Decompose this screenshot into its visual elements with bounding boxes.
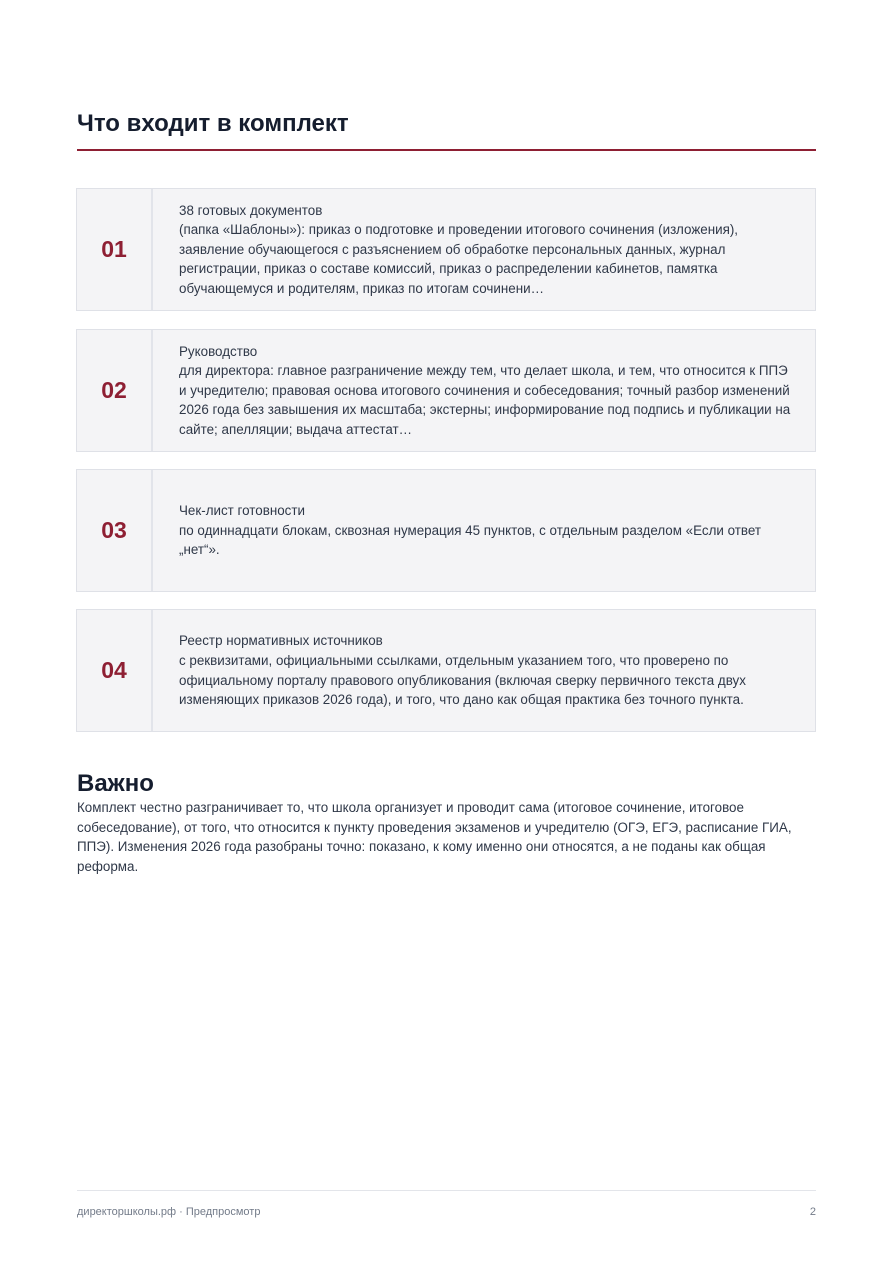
item-content [179, 330, 797, 451]
item-number: 03 [77, 470, 153, 591]
item-title: Чек-лист готовности [179, 503, 305, 519]
kit-item-card [76, 469, 816, 592]
kit-item-card [76, 329, 816, 452]
item-description: для директора: главное разграничение между тем, что делает школа, и тем, что относится к ППЭ и учредителю; правовая основа итогового сочинения и собеседования; точный разбор изменений 2026 года без завышения их масштаба; экстерны; информирование под подпись и публикации на сайте; апелляции; выдача аттестат… [179, 363, 791, 437]
item-number: 04 [77, 610, 153, 731]
item-number: 01 [77, 189, 153, 310]
kit-item-card [76, 188, 816, 311]
item-content [179, 610, 797, 731]
important-heading: Важно [77, 770, 154, 797]
item-title: 38 готовых документов [179, 202, 323, 218]
item-number: 02 [77, 330, 153, 451]
page-title: Что входит в комплект [77, 110, 349, 137]
item-title: Руководство [179, 343, 258, 359]
item-description: (папка «Шаблоны»): приказ о подготовке и проведении итогового сочинения (изложения), заявление обучающегося с разъяснением об обработке персональных данных, журнал регистрации, приказ о составе комиссий, приказ о распределении кабинетов, памятка обучающемуся и родителям, приказ по итогам сочинени… [179, 222, 739, 296]
footer-site-label: директоршколы.рф · Предпросмотр [77, 1206, 261, 1218]
kit-item-card [76, 609, 816, 732]
item-title: Реестр нормативных источников [179, 633, 383, 649]
item-description: с реквизитами, официальными ссылками, отдельным указанием того, что проверено по официальному порталу правового опубликования (включая сверку первичного текста двух изменяющих приказов 2026 года), и того, что дано как общая практика без точного пункта. [179, 652, 746, 708]
page-number: 2 [809, 1206, 816, 1218]
item-description: по одиннадцати блокам, сквозная нумерация 45 пунктов, с отдельным разделом «Если ответ „нет“». [179, 522, 761, 558]
item-content [179, 470, 797, 591]
important-text: Комплект честно разграничивает то, что школа организует и проводит сама (итоговое сочинение, итоговое собеседование), от того, что относится к пункту проведения экзаменов и учредителю (ОГЭ, ЕГЭ, расписание ГИА, ППЭ). Изменения 2026 года разобраны точно: показано, к кому именно они относятся, а не поданы как общая реформа. [77, 800, 792, 874]
footer-divider [77, 1190, 816, 1191]
item-content [179, 189, 797, 310]
title-divider [77, 149, 816, 151]
